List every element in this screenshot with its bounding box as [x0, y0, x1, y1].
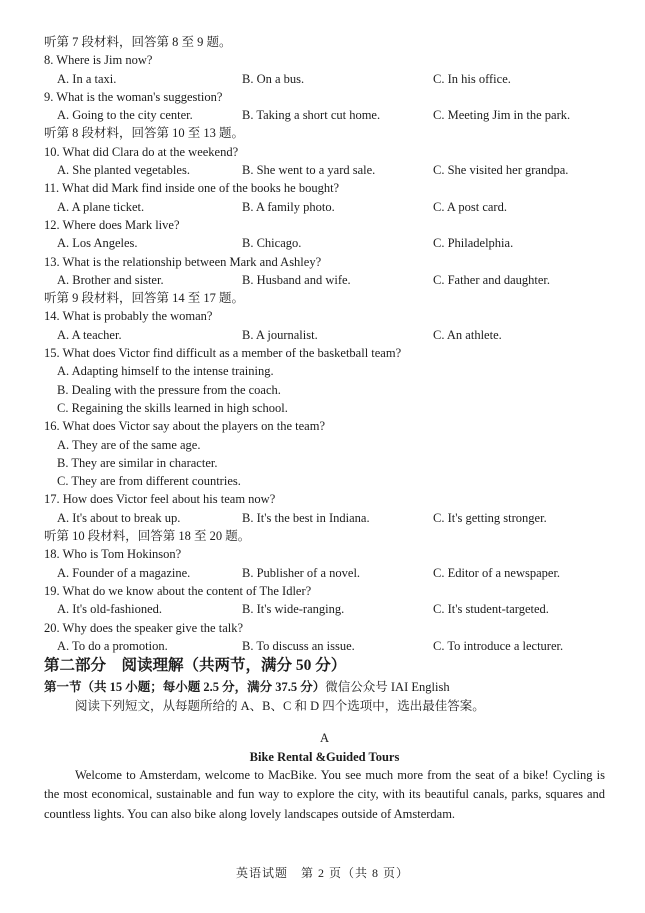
option: C. They are from different countries.	[57, 474, 241, 489]
option: C. In his office.	[433, 71, 511, 86]
option: B. Dealing with the pressure from the coach.	[57, 382, 281, 397]
option: C. It's getting stronger.	[433, 510, 547, 525]
options-row	[57, 509, 605, 527]
question-text: 14. What is probably the woman?	[44, 309, 213, 324]
options-row	[57, 600, 605, 618]
option: A. A plane ticket.	[57, 199, 145, 214]
options-row	[57, 637, 605, 655]
question-block	[44, 179, 605, 216]
material-instruction: 听第 9 段材料，回答第 14 至 17 题。	[44, 291, 245, 306]
options-row	[57, 161, 605, 179]
section1-heading-note: 微信公众号 IAI English	[325, 680, 450, 695]
option: B. It's the best in Indiana.	[242, 510, 370, 525]
option: C. Regaining the skills learned in high school.	[57, 400, 288, 415]
question-text: 8. Where is Jim now?	[44, 53, 153, 68]
page-footer: 英语试题 第 2 页（共 8 页）	[235, 866, 409, 880]
option: B. It's wide-ranging.	[242, 602, 345, 617]
question-block	[44, 582, 605, 619]
option: A. It's about to break up.	[57, 510, 181, 525]
option: C. She visited her grandpa.	[433, 163, 569, 178]
option: B. Taking a short cut home.	[242, 108, 381, 123]
option: A. It's old-fashioned.	[57, 602, 163, 617]
option: C. To introduce a lecturer.	[433, 638, 564, 653]
question-block	[44, 88, 605, 125]
option: C. Father and daughter.	[433, 272, 550, 287]
option: A. To do a promotion.	[57, 638, 168, 653]
question-block	[44, 490, 605, 527]
question-text: 13. What is the relationship between Mark and Ashley?	[44, 254, 322, 269]
material-instruction: 听第 10 段材料，回答第 18 至 20 题。	[44, 529, 251, 544]
option: B. They are similar in character.	[57, 455, 218, 470]
question-block	[44, 51, 605, 88]
option: C. Philadelphia.	[433, 236, 514, 251]
option: B. She went to a yard sale.	[242, 163, 376, 178]
option: A. They are of the same age.	[57, 437, 201, 452]
option: B. A family photo.	[242, 199, 335, 214]
options-row	[57, 234, 605, 252]
option: A. Founder of a magazine.	[57, 565, 191, 580]
question-text: 12. Where does Mark live?	[44, 217, 180, 232]
question-text: 11. What did Mark find inside one of the books he bought?	[44, 181, 340, 196]
option: A. Los Angeles.	[57, 236, 138, 251]
option: C. It's student-targeted.	[433, 602, 549, 617]
question-text: 20. Why does the speaker give the talk?	[44, 620, 244, 635]
option: B. Chicago.	[242, 236, 302, 251]
passage-title: Bike Rental &Guided Tours	[249, 749, 400, 764]
question-text: 15. What does Victor find difficult as a member of the basketball team?	[44, 346, 402, 361]
question-text: 9. What is the woman's suggestion?	[44, 89, 223, 104]
option: A. In a taxi.	[57, 71, 117, 86]
question-block	[44, 143, 605, 180]
question-text: 17. How does Victor feel about his team now?	[44, 492, 276, 507]
listening-section	[44, 33, 605, 655]
reading-instruction: 阅读下列短文，从每题所给的 A、B、C 和 D 四个选项中，选出最佳答案。	[75, 699, 485, 714]
option: B. Publisher of a novel.	[242, 565, 361, 580]
option: A. Adapting himself to the intense training.	[57, 364, 274, 379]
options-row	[57, 198, 605, 216]
option: A. Brother and sister.	[57, 272, 164, 287]
section1-heading	[44, 677, 605, 697]
option: C. Editor of a newspaper.	[433, 565, 561, 580]
question-text: 18. Who is Tom Hokinson?	[44, 547, 182, 562]
option: B. To discuss an issue.	[242, 638, 355, 653]
question-block	[44, 216, 605, 253]
option: B. A journalist.	[242, 327, 318, 342]
option: C. Meeting Jim in the park.	[433, 108, 571, 123]
option: C. A post card.	[433, 199, 507, 214]
question-block	[44, 344, 605, 417]
options-row	[57, 70, 605, 88]
section1-heading-bold: 第一节（共 15 小题；每小题 2.5 分，满分 37.5 分）	[44, 680, 326, 695]
question-text: 16. What does Victor say about the players on the team?	[44, 419, 325, 434]
option: B. On a bus.	[242, 71, 305, 86]
question-block	[44, 417, 605, 490]
options-row	[57, 271, 605, 289]
options-row	[57, 106, 605, 124]
part2-header: 第二部分 阅读理解（共两节，满分 50 分）	[44, 657, 347, 675]
option: A. She planted vegetables.	[57, 163, 190, 178]
passage-body: Welcome to Amsterdam, welcome to MacBike. You see much more from the seat of a bike! Cycling is the most economical, sustainable and fun way to explore the city, with its beautiful canals, parks, squares and countless lights. You can also bike along lovely landscapes outside of Amsterdam.	[44, 767, 605, 821]
question-text: 10. What did Clara do at the weekend?	[44, 144, 239, 159]
material-instruction: 听第 7 段材料，回答第 8 至 9 题。	[44, 35, 232, 49]
option: B. Husband and wife.	[242, 272, 351, 287]
question-text: 19. What do we know about the content of The Idler?	[44, 583, 312, 598]
question-block	[44, 619, 605, 656]
option: A. A teacher.	[57, 327, 122, 342]
material-instruction: 听第 8 段材料，回答第 10 至 13 题。	[44, 126, 245, 141]
passage-label: A	[319, 731, 330, 746]
options-row	[57, 564, 605, 582]
question-block	[44, 253, 605, 290]
option: C. An athlete.	[433, 327, 502, 342]
option: A. Going to the city center.	[57, 108, 193, 123]
question-block	[44, 307, 605, 344]
options-row	[57, 326, 605, 344]
question-block	[44, 545, 605, 582]
